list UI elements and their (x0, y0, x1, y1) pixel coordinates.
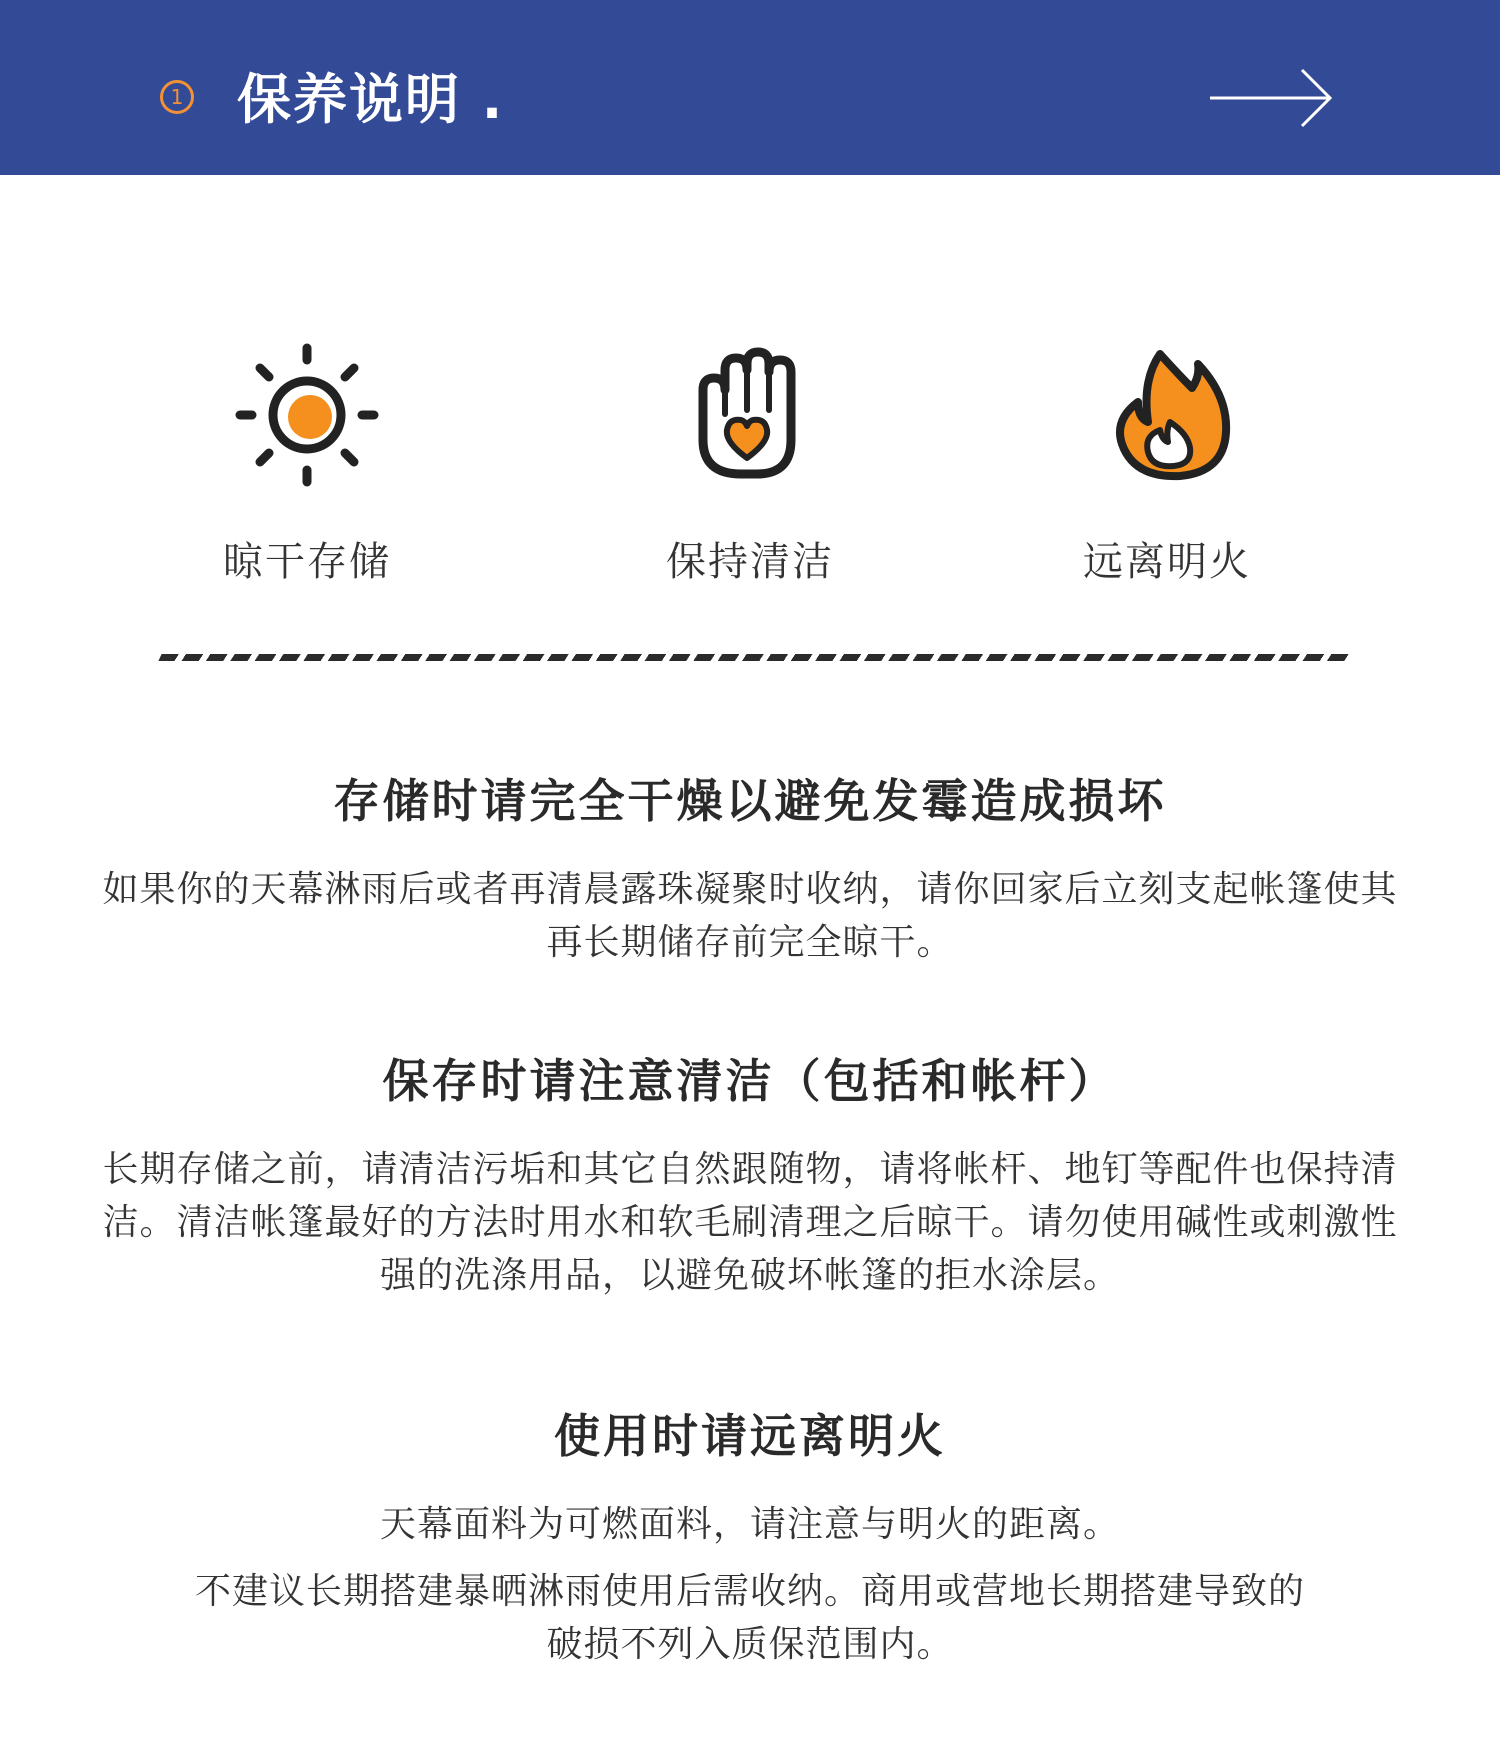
section-title: 保存时请注意清洁（包括和帐杆） (382, 1054, 1118, 1108)
section-paragraph: 不建议长期搭建暴晒淋雨使用后需收纳。商用或营地长期搭建导致的破损不列入质保范围内。 (194, 1571, 1305, 1665)
arrow-right-icon[interactable] (1210, 68, 1335, 128)
section-paragraph: 如果你的天幕淋雨后或者再清晨露珠凝聚时收纳，请你回家后立刻支起帐篷使其再长期储存前完全晾干。 (102, 869, 1398, 963)
section-fire-safety (100, 1400, 1400, 1671)
section-storage (100, 765, 1400, 969)
section-title: 存储时请完全干燥以避免发霉造成损坏 (333, 774, 1167, 828)
step-number-badge: 1 (160, 80, 194, 114)
page-title: 保养说明 . (237, 68, 505, 131)
section-paragraph: 长期存储之前，请清洁污垢和其它自然跟随物，请将帐杆、地钉等配件也保持清洁。清洁帐篷最好的方法时用水和软毛刷清理之后晾干。请勿使用碱性或刺激性强的洗涤用品，以避免破坏帐篷的拒水涂层。 (102, 1149, 1398, 1296)
hand-heart-icon (665, 330, 835, 500)
feature-label: 远离明火 (1083, 539, 1251, 585)
section-paragraph: 天幕面料为可燃面料，请注意与明火的距离。 (379, 1504, 1120, 1545)
feature-away-from-fire (1017, 330, 1317, 587)
header-banner (0, 0, 1500, 175)
sun-icon (222, 330, 392, 500)
feature-keep-clean (600, 330, 900, 587)
feature-label: 晾干存储 (223, 539, 391, 585)
section-title: 使用时请远离明火 (554, 1409, 946, 1463)
dashed-divider (158, 654, 1353, 661)
section-cleaning (100, 1045, 1400, 1302)
feature-label: 保持清洁 (666, 539, 834, 585)
feature-dry-storage (157, 330, 457, 587)
flame-icon (1082, 330, 1252, 500)
